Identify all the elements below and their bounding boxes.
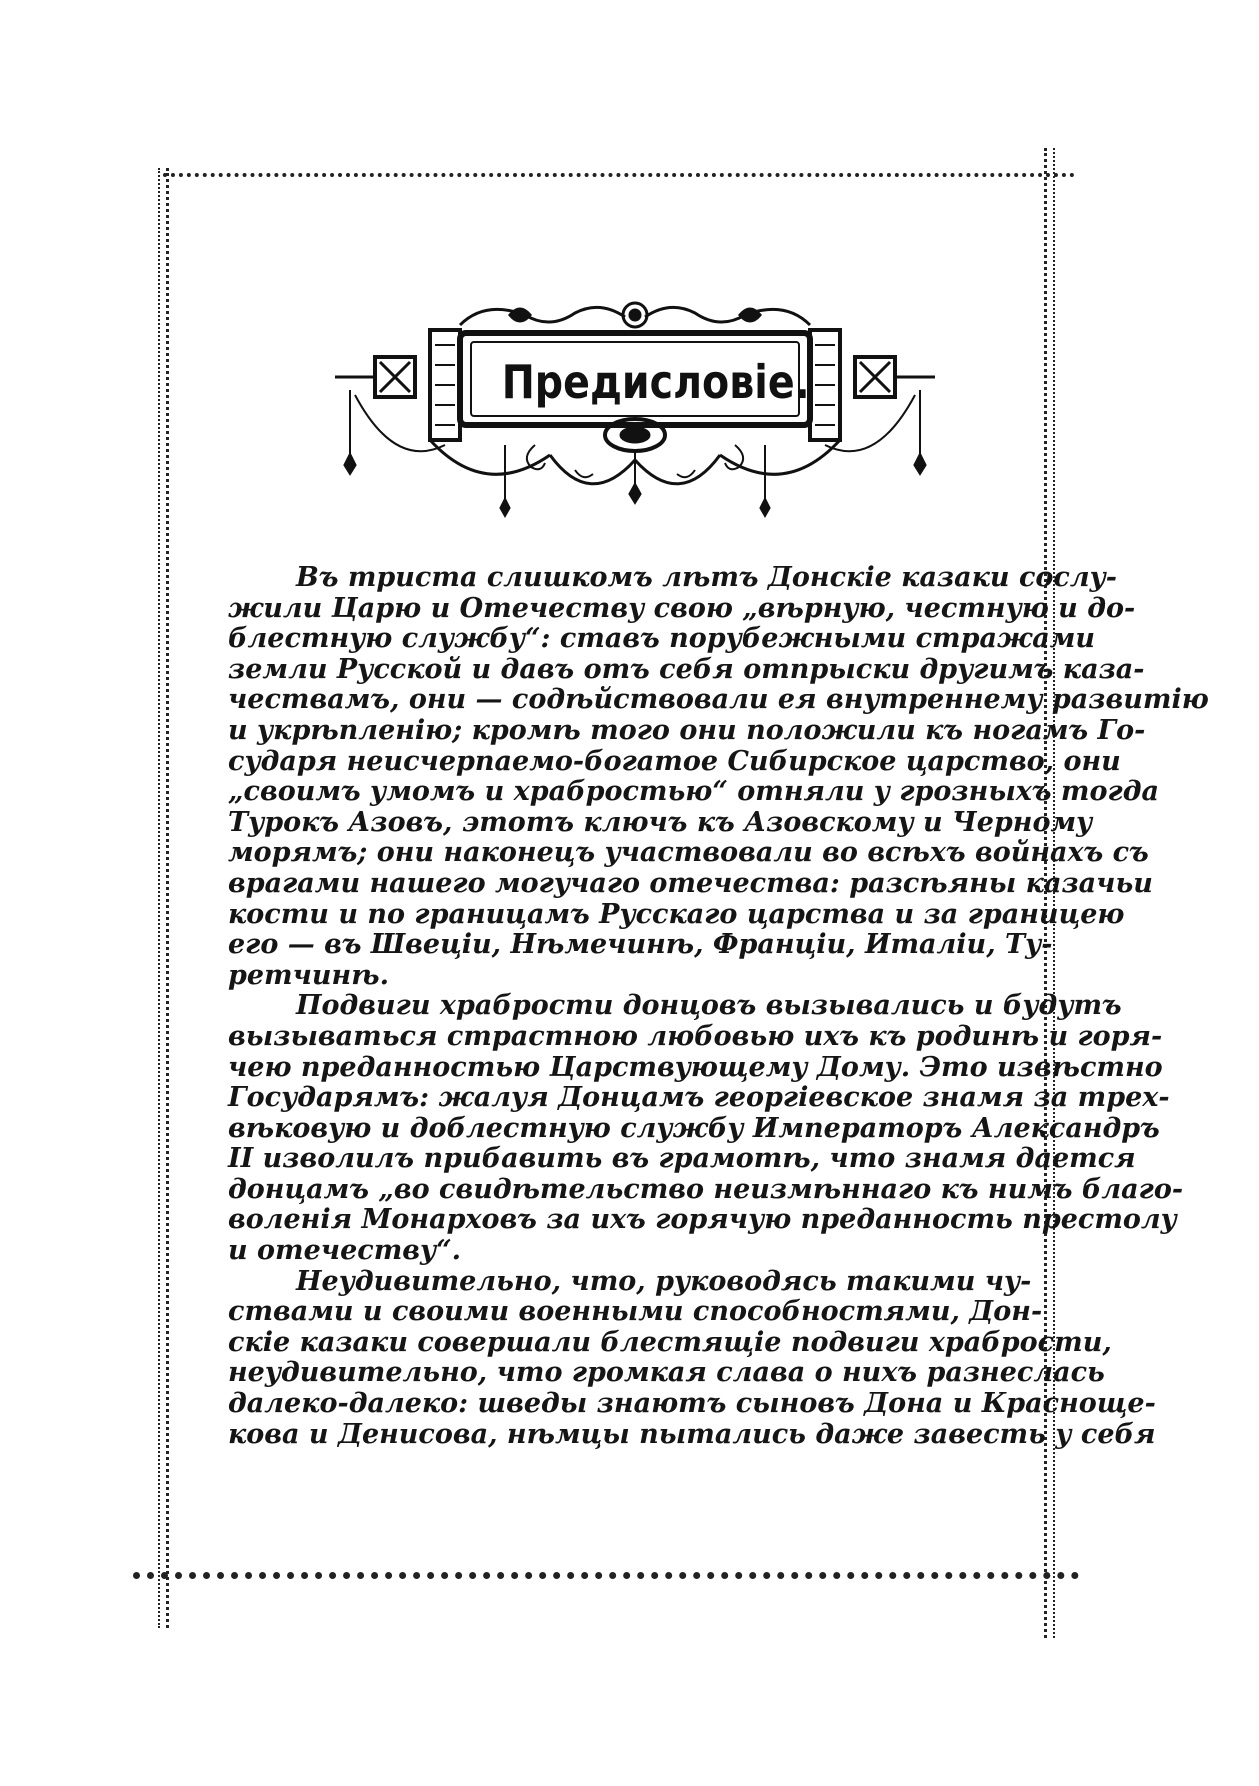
text-line: Государямъ: жалуя Донцамъ георгіевское знамя за трех- <box>228 1082 1170 1114</box>
text-line: блестную службу“: ставъ порубежными стражами <box>228 623 1096 655</box>
text-line: Въ триста слишкомъ лѣтъ Донскіе казаки сослу- <box>296 562 1117 593</box>
text-line: земли Русской и давъ отъ себя отпрыски другимъ каза- <box>228 653 1145 685</box>
text-line: жили Царю и Отечеству свою „вѣрную, честную и до- <box>228 592 1136 624</box>
body-text <box>228 562 1209 1450</box>
text-line: кова и Денисова, нѣмцы пытались даже завесть у себя <box>228 1418 1156 1450</box>
text-line: сударя неисчерпаемо-богатое Сибирское царство, они <box>228 745 1121 777</box>
text-line: вѣковую и доблестную службу Императоръ Александръ <box>228 1112 1160 1144</box>
text-line: ретчинѣ. <box>228 959 389 991</box>
left-dotted-rule <box>166 168 169 1628</box>
text-line: воленія Монарховъ за ихъ горячую преданность престолу <box>228 1204 1177 1236</box>
text-line: неудивительно, что громкая слава о нихъ разнеслась <box>228 1357 1105 1389</box>
text-line: его — въ Швеціи, Нѣмечинѣ, Франціи, Италіи, Ту- <box>228 929 1053 961</box>
text-line: Турокъ Азовъ, этотъ ключъ къ Азовскому и Черному <box>228 806 1093 838</box>
text-line: вызываться страстною любовью ихъ къ родинѣ и горя- <box>228 1020 1163 1052</box>
text-line: кости и по границамъ Русскаго царства и за границею <box>228 898 1125 930</box>
text-line: и укрѣпленію; кромѣ того они положили къ ногамъ Го- <box>228 714 1146 746</box>
text-line: и отечеству“. <box>228 1235 462 1267</box>
text-line: Подвиги храбрости донцовъ вызывались и будутъ <box>296 990 1122 1022</box>
text-line: II изволилъ прибавить въ грамотѣ, что знамя дается <box>228 1143 1136 1175</box>
text-line: Неудивительно, что, руководясь такими чу- <box>296 1265 1032 1297</box>
bottom-dotted-rule <box>133 1572 1079 1579</box>
text-line: врагами нашего могучаго отечества: разсѣяны казачьи <box>228 867 1153 899</box>
text-line: чею преданностью Царствующему Дому. Это извѣстно <box>228 1051 1163 1083</box>
text-line: ствами и своими военными способностями, Дон- <box>228 1296 1043 1328</box>
text-line: далеко-далеко: шведы знаютъ сыновъ Дона и Краснощe- <box>228 1388 1156 1420</box>
page-title: Предисловіе. <box>501 355 810 409</box>
text-line: морямъ; они наконецъ участвовали во всѣхъ войнахъ съ <box>228 837 1149 869</box>
text-line: скіе казаки совершали блестящіе подвиги храбрости, <box>228 1326 1112 1358</box>
text-line: донцамъ „во свидѣтельство неизмѣннаго къ нимъ благо- <box>228 1173 1184 1205</box>
text-line: чествамъ, они — содѣйствовали ея внутреннему развитію <box>228 684 1209 716</box>
text-line: „своимъ умомъ и храбростью“ отняли у грозныхъ тогда <box>228 776 1159 808</box>
top-dotted-rule <box>163 173 1075 177</box>
left-outer-dotted-rule <box>158 168 160 1628</box>
